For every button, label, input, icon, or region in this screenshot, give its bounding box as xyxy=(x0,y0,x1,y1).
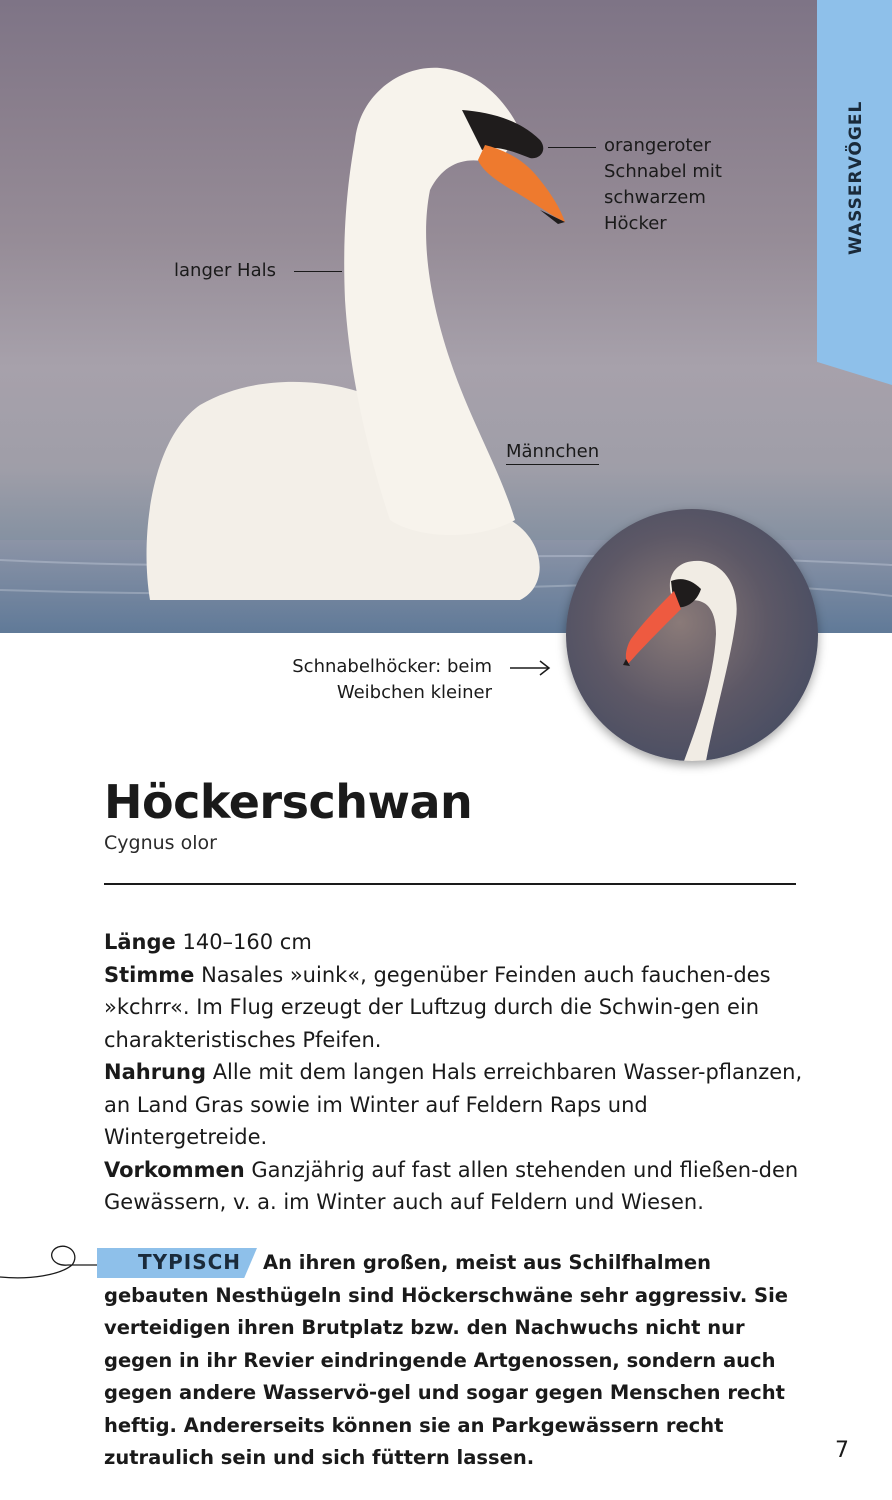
species-latin-name: Cygnus olor xyxy=(104,832,217,854)
beak-annotation-line-2: Schnabel mit xyxy=(604,161,722,182)
male-label: Männchen xyxy=(506,440,599,465)
fact-value: Nasales »uink«, gegenüber Feinden auch fauchen-des »kchrr«. Im Flug erzeugt der Luftzug durch die Schwin-gen ein charakteristisches Pfeifen. xyxy=(104,962,771,1052)
beak-annotation-line-1: orangeroter xyxy=(604,135,711,156)
beak-annotation xyxy=(604,133,722,237)
fact-key: Länge xyxy=(104,930,176,954)
arrow-right-icon xyxy=(508,658,552,678)
fact-occurrence xyxy=(104,1154,804,1219)
beak-leader-line xyxy=(548,147,596,148)
fact-food xyxy=(104,1056,804,1154)
category-tab-label: WASSERVÖGEL xyxy=(846,100,866,255)
neck-annotation: langer Hals xyxy=(174,260,277,281)
species-title: Höckerschwan xyxy=(104,775,473,829)
fact-value: Alle mit dem langen Hals erreichbaren Wasser-pflanzen, an Land Gras sowie im Winter auf Feldern Raps und Wintergetreide. xyxy=(104,1060,803,1149)
female-annotation-line-1: Schnabelhöcker: beim xyxy=(292,656,492,677)
beak-annotation-line-3: schwarzem xyxy=(604,187,706,208)
fact-length xyxy=(104,926,804,959)
divider xyxy=(104,883,796,885)
beak-annotation-line-4: Höcker xyxy=(604,213,667,234)
fact-key: Stimme xyxy=(104,962,195,987)
species-facts xyxy=(104,926,804,1219)
page-number: 7 xyxy=(835,1438,849,1463)
female-annotation xyxy=(248,654,492,706)
neck-leader-line xyxy=(294,271,342,272)
typisch-text: An ihren großen, meist aus Schilfhalmen gebauten Nesthügeln sind Höckerschwäne sehr aggressiv. Sie verteidigen ihren Brutplatz bzw. den Nachwuchs nicht nur gegen in ihr Revier eindringende Artgenossen, sondern auch gegen andere Wasservö-gel und sogar gegen Menschen recht heftig. Andererseits können sie an Parkgewässern recht zutraulich sein und sich füttern lassen. xyxy=(104,1251,788,1469)
fact-key: Nahrung xyxy=(104,1060,206,1084)
typisch-label: TYPISCH xyxy=(138,1250,242,1274)
fact-value: 140–160 cm xyxy=(182,930,312,954)
fact-key: Vorkommen xyxy=(104,1157,245,1182)
fact-voice xyxy=(104,959,804,1057)
female-annotation-line-2: Weibchen kleiner xyxy=(336,682,492,703)
female-swan-inset-photo xyxy=(566,509,818,761)
fact-value: Ganzjährig auf fast allen stehenden und fließen-den Gewässern, v. a. im Winter auch auf Feldern und Wiesen. xyxy=(104,1157,799,1214)
